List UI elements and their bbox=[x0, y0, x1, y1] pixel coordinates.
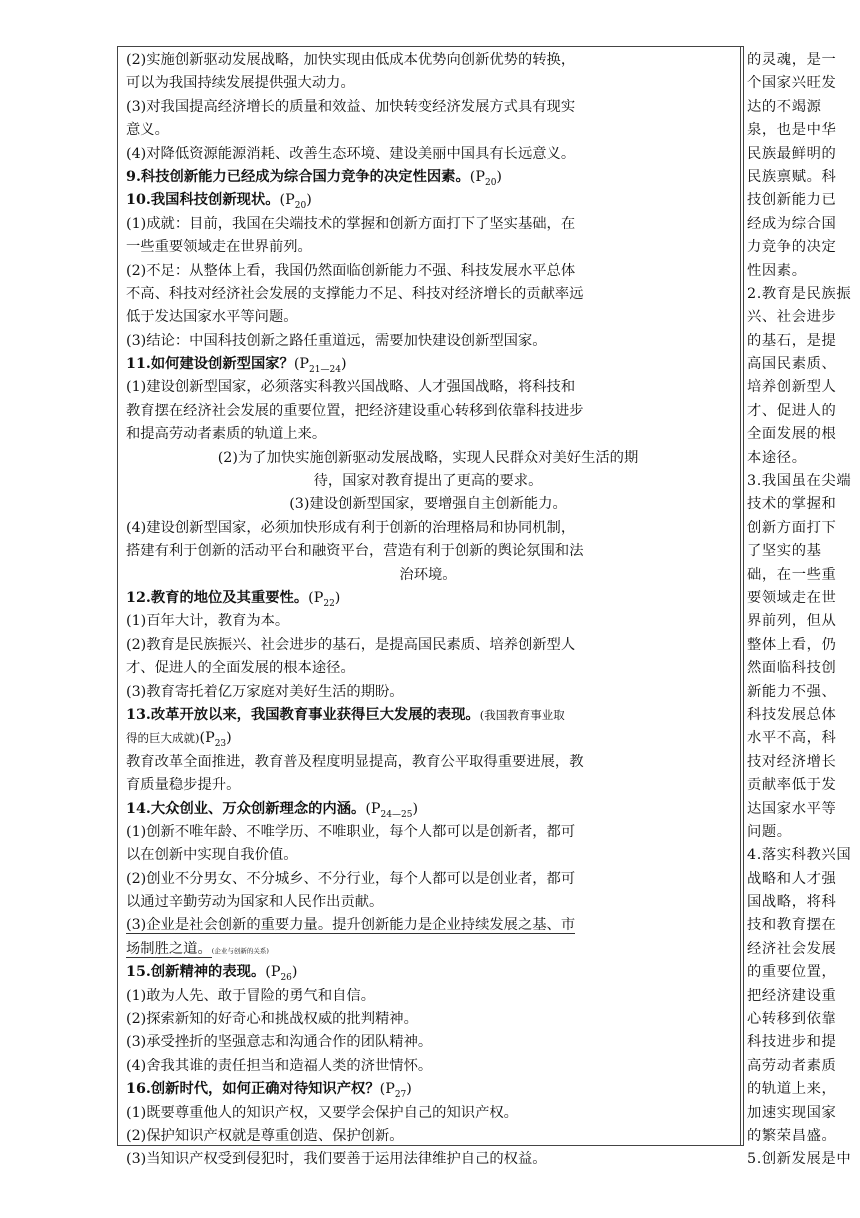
side-line: 国战略，将科 bbox=[747, 894, 837, 911]
main-line bbox=[126, 1148, 730, 1171]
main-line-text: (2)保护知识产权就是尊重创造、保护创新。 bbox=[126, 1127, 404, 1144]
page-ref-number: 24—25 bbox=[380, 809, 413, 820]
main-line-text: (1)创新不唯年龄、不唯学历、不唯职业，每个人都可以是创新者，都可 bbox=[126, 823, 576, 840]
side-line: 的轨道上来， bbox=[747, 1081, 837, 1098]
main-line-text: 11.如何建设创新型国家？ bbox=[126, 356, 294, 373]
main-line bbox=[126, 213, 730, 236]
main-line bbox=[126, 283, 730, 306]
side-line: 新能力不强、 bbox=[747, 683, 837, 700]
main-line-text: (1)敢为人先、敢于冒险的勇气和自信。 bbox=[126, 987, 375, 1004]
side-line: 的重要位置， bbox=[747, 964, 837, 981]
side-line: 4.落实科教兴国 bbox=[747, 847, 852, 864]
main-column bbox=[126, 49, 730, 1172]
main-line-text: 才、促进人的全面发展的根本途径。 bbox=[126, 660, 355, 677]
side-line: 高劳动者素质 bbox=[747, 1057, 837, 1074]
main-line-text: 教育摆在经济社会发展的重要位置，把经济建设重心转移到依靠科技进步 bbox=[126, 402, 584, 419]
side-line: 了坚实的基 bbox=[747, 543, 822, 560]
main-line-text: 和提高劳动者素质的轨道上来。 bbox=[126, 426, 327, 443]
main-line-text: 教育改革全面推进，教育普及程度明显提高，教育公平取得重要进展，教 bbox=[126, 753, 584, 770]
side-line: 全面发展的根 bbox=[747, 426, 837, 443]
main-line bbox=[126, 517, 730, 540]
main-line bbox=[126, 634, 730, 657]
notes-table bbox=[117, 46, 852, 1168]
main-line bbox=[126, 681, 730, 704]
main-line-text: (2)探索新知的好奇心和挑战权威的批判精神。 bbox=[126, 1011, 418, 1028]
main-line-text: (1)百年大计，教育为本。 bbox=[126, 613, 290, 630]
side-line: 兴、社会进步 bbox=[747, 309, 837, 326]
main-line bbox=[126, 72, 730, 95]
side-line: 科技进步和提 bbox=[747, 1034, 837, 1051]
page-ref-prefix: (P bbox=[265, 964, 281, 981]
side-line: 2.教育是民族振 bbox=[747, 285, 852, 302]
main-line bbox=[126, 540, 730, 563]
side-column bbox=[747, 49, 852, 1172]
side-line: 民族最鲜明的 bbox=[747, 145, 837, 162]
side-line: 技对经济增长 bbox=[747, 753, 837, 770]
main-line-text: 14.大众创业、万众创新理念的内涵。 bbox=[126, 800, 366, 817]
side-line: 高国民素质、 bbox=[747, 356, 837, 373]
main-line bbox=[126, 330, 730, 353]
main-line-text: 治环境。 bbox=[399, 566, 457, 583]
main-line bbox=[126, 1125, 730, 1148]
main-line bbox=[126, 774, 730, 797]
main-line bbox=[126, 610, 730, 633]
main-line-text: (3)结论：中国科技创新之路任重道远，需要加快建设创新型国家。 bbox=[126, 332, 547, 349]
main-line-text: (2)实施创新驱动发展战略，加快实现由低成本优势向创新优势的转换， bbox=[126, 52, 576, 68]
main-line-text: (1)建设创新型国家，必须落实科教兴国战略、人才强国战略，将科技和 bbox=[126, 379, 576, 396]
main-line bbox=[126, 704, 730, 727]
side-line: 培养创新型人 bbox=[747, 379, 837, 396]
main-line-text: 15.创新精神的表现。 bbox=[126, 964, 266, 981]
main-line bbox=[126, 493, 730, 516]
side-line: 把经济建设重 bbox=[747, 987, 837, 1004]
side-line: 达国家水平等 bbox=[747, 800, 837, 817]
main-line bbox=[126, 844, 730, 867]
main-line bbox=[126, 961, 730, 984]
main-line bbox=[126, 564, 730, 587]
side-line: 力竞争的决定 bbox=[747, 239, 837, 256]
side-line: 问题。 bbox=[747, 823, 792, 840]
page-ref-prefix: (P bbox=[199, 730, 215, 747]
main-line bbox=[126, 798, 730, 821]
main-line bbox=[126, 143, 730, 166]
main-line bbox=[126, 236, 730, 259]
side-line: 个国家兴旺发 bbox=[747, 75, 837, 92]
page-ref-close: ) bbox=[334, 589, 341, 606]
main-line-text: 待，国家对教育提出了更高的要求。 bbox=[313, 473, 543, 490]
main-line bbox=[126, 1055, 730, 1078]
main-line bbox=[126, 49, 730, 72]
side-line: 技和教育摆在 bbox=[747, 917, 837, 934]
side-line: 科技发展总体 bbox=[747, 706, 837, 723]
side-line: 要领域走在世 bbox=[747, 589, 837, 606]
main-line-text: 场制胜之道。 bbox=[126, 940, 212, 957]
side-line: 加速实现国家 bbox=[747, 1104, 837, 1121]
side-line: 民族禀赋。科 bbox=[747, 168, 837, 185]
main-line bbox=[126, 587, 730, 610]
main-line-tiny-note: (企业与创新的关系) bbox=[211, 946, 269, 955]
page-ref-prefix: (P bbox=[293, 356, 310, 373]
page-ref-prefix: (P bbox=[469, 168, 485, 185]
side-line: 础，在一些重 bbox=[747, 566, 837, 583]
main-line-text: (3)当知识产权受到侵犯时，我们要善于运用法律维护自己的权益。 bbox=[126, 1151, 547, 1168]
main-line bbox=[126, 353, 730, 376]
main-line-text: 一些重要领域走在世界前列。 bbox=[126, 239, 312, 256]
page-ref-number: 21—24 bbox=[309, 364, 341, 375]
column-divider bbox=[740, 47, 741, 1145]
page-ref-number: 27 bbox=[394, 1090, 407, 1101]
page-ref-number: 20 bbox=[484, 177, 497, 188]
page-ref-prefix: (P bbox=[279, 192, 295, 209]
main-line bbox=[126, 423, 730, 446]
side-line: 贡献率低于发 bbox=[747, 777, 837, 794]
main-line bbox=[126, 470, 730, 493]
page-ref-prefix: (P bbox=[365, 800, 381, 817]
page-ref-close: ) bbox=[406, 1081, 412, 1098]
page-ref-number: 22 bbox=[323, 598, 335, 609]
side-line: 战略和人才强 bbox=[747, 870, 837, 887]
page-ref-close: ) bbox=[291, 964, 298, 981]
side-line: 才、促进人的 bbox=[747, 402, 837, 419]
page-ref-number: 23 bbox=[214, 739, 227, 750]
side-line: 5.创新发展是中 bbox=[747, 1151, 852, 1168]
main-line-note: 得的巨大成就) bbox=[126, 731, 200, 746]
main-line-text: 搭建有利于创新的活动平台和融资平台，营造有利于创新的舆论氛围和法 bbox=[126, 543, 584, 560]
main-line-text: 10.我国科技创新现状。 bbox=[126, 192, 280, 209]
main-line bbox=[126, 119, 730, 142]
side-line: 技创新能力已 bbox=[747, 192, 837, 209]
main-line-text: (4)对降低资源能源消耗、改善生态环境、建设美丽中国具有长远意义。 bbox=[126, 145, 576, 162]
main-line bbox=[126, 985, 730, 1008]
side-line: 性因素。 bbox=[747, 262, 807, 279]
main-line bbox=[126, 868, 730, 891]
main-line-text: (3)教育寄托着亿万家庭对美好生活的期盼。 bbox=[126, 683, 404, 700]
main-line-text: 可以为我国持续发展提供强大动力。 bbox=[126, 75, 355, 92]
main-line-text: 育质量稳步提升。 bbox=[126, 777, 241, 794]
page-ref-close: ) bbox=[306, 192, 312, 209]
side-line: 然面临科技创 bbox=[747, 660, 837, 677]
side-line: 界前列，但从 bbox=[747, 613, 837, 630]
main-line bbox=[126, 821, 730, 844]
main-line-text: (3)建设创新型国家，要增强自主创新能力。 bbox=[289, 496, 567, 513]
main-line bbox=[126, 891, 730, 914]
side-line: 的基石，是提 bbox=[747, 332, 837, 349]
main-line-text: 13.改革开放以来，我国教育事业获得巨大发展的表现。 bbox=[126, 706, 480, 723]
page-ref-prefix: (P bbox=[379, 1081, 395, 1098]
page-ref-close: ) bbox=[340, 356, 347, 373]
page-ref-close: ) bbox=[226, 730, 232, 747]
side-line: 达的不竭源 bbox=[747, 98, 822, 115]
page-ref-close: ) bbox=[412, 800, 419, 817]
side-line: 3.我国虽在尖端 bbox=[747, 473, 852, 490]
main-line bbox=[126, 657, 730, 680]
page-ref-number: 26 bbox=[280, 973, 292, 984]
side-line: 技术的掌握和 bbox=[747, 496, 837, 513]
side-line: 经成为综合国 bbox=[747, 215, 837, 232]
main-line bbox=[126, 1031, 730, 1054]
main-line bbox=[126, 96, 730, 119]
main-line bbox=[126, 1102, 730, 1125]
side-line: 的灵魂，是一 bbox=[747, 52, 837, 68]
main-line bbox=[126, 376, 730, 399]
main-line-text: 以在创新中实现自我价值。 bbox=[126, 847, 298, 864]
side-line: 心转移到依靠 bbox=[747, 1011, 837, 1028]
side-line: 水平不高，科 bbox=[747, 730, 837, 747]
side-line: 本途径。 bbox=[747, 449, 807, 466]
main-line-text: 低于发达国家水平等问题。 bbox=[126, 309, 298, 326]
main-line-text: 不高、科技对经济社会发展的支撑能力不足、科技对经济增长的贡献率远 bbox=[126, 285, 584, 302]
main-line-text: 12.教育的地位及其重要性。 bbox=[126, 589, 309, 606]
main-line bbox=[126, 166, 730, 189]
page-ref-number: 20 bbox=[294, 201, 307, 212]
main-line bbox=[126, 751, 730, 774]
main-line-text: (4)舍我其谁的责任担当和造福人类的济世情怀。 bbox=[126, 1057, 433, 1074]
main-line-text: (3)企业是社会创新的重要力量。提升创新能力是企业持续发展之基、市 bbox=[126, 917, 576, 934]
side-line: 的繁荣昌盛。 bbox=[747, 1127, 837, 1144]
side-line: 经济社会发展 bbox=[747, 940, 837, 957]
main-line-text: (2)为了加快实施创新驱动发展战略，实现人民群众对美好生活的期 bbox=[217, 449, 639, 466]
main-line bbox=[126, 938, 730, 961]
main-line-text: (3)承受挫折的坚强意志和沟通合作的团队精神。 bbox=[126, 1034, 433, 1051]
main-line bbox=[126, 914, 730, 937]
main-line-text: (2)教育是民族振兴、社会进步的基石，是提高国民素质、培养创新型人 bbox=[126, 636, 576, 653]
page-ref-prefix: (P bbox=[308, 589, 324, 606]
main-line-note: (我国教育事业取 bbox=[479, 707, 565, 722]
main-line bbox=[126, 400, 730, 423]
main-line bbox=[126, 727, 730, 750]
page-ref-close: ) bbox=[496, 168, 502, 185]
main-line-text: 9.科技创新能力已经成为综合国力竞争的决定性因素。 bbox=[126, 168, 470, 185]
main-line-text: 意义。 bbox=[126, 122, 169, 139]
main-line bbox=[126, 1078, 730, 1101]
main-line bbox=[126, 1008, 730, 1031]
main-line bbox=[126, 306, 730, 329]
main-line-text: 16.创新时代，如何正确对待知识产权？ bbox=[126, 1081, 380, 1098]
main-line bbox=[126, 447, 730, 470]
side-line: 泉，也是中华 bbox=[747, 122, 837, 139]
main-line-text: (4)建设创新型国家，必须加快形成有利于创新的治理格局和协同机制， bbox=[126, 519, 576, 536]
main-line-text: (1)成就：目前，我国在尖端技术的掌握和创新方面打下了坚实基础，在 bbox=[126, 215, 576, 232]
main-line-text: (2)不足：从整体上看，我国仍然面临创新能力不强、科技发展水平总体 bbox=[126, 262, 576, 279]
main-line-text: (3)对我国提高经济增长的质量和效益、加快转变经济发展方式具有现实 bbox=[126, 98, 576, 115]
main-line bbox=[126, 189, 730, 212]
side-line: 创新方面打下 bbox=[747, 519, 837, 536]
side-line: 整体上看，仍 bbox=[747, 636, 837, 653]
main-line bbox=[126, 260, 730, 283]
main-line-text: (2)创业不分男女、不分城乡、不分行业，每个人都可以是创业者，都可 bbox=[126, 870, 576, 887]
main-line-text: 以通过辛勤劳动为国家和人民作出贡献。 bbox=[126, 894, 384, 911]
main-line-text: (1)既要尊重他人的知识产权，又要学会保护自己的知识产权。 bbox=[126, 1104, 518, 1121]
